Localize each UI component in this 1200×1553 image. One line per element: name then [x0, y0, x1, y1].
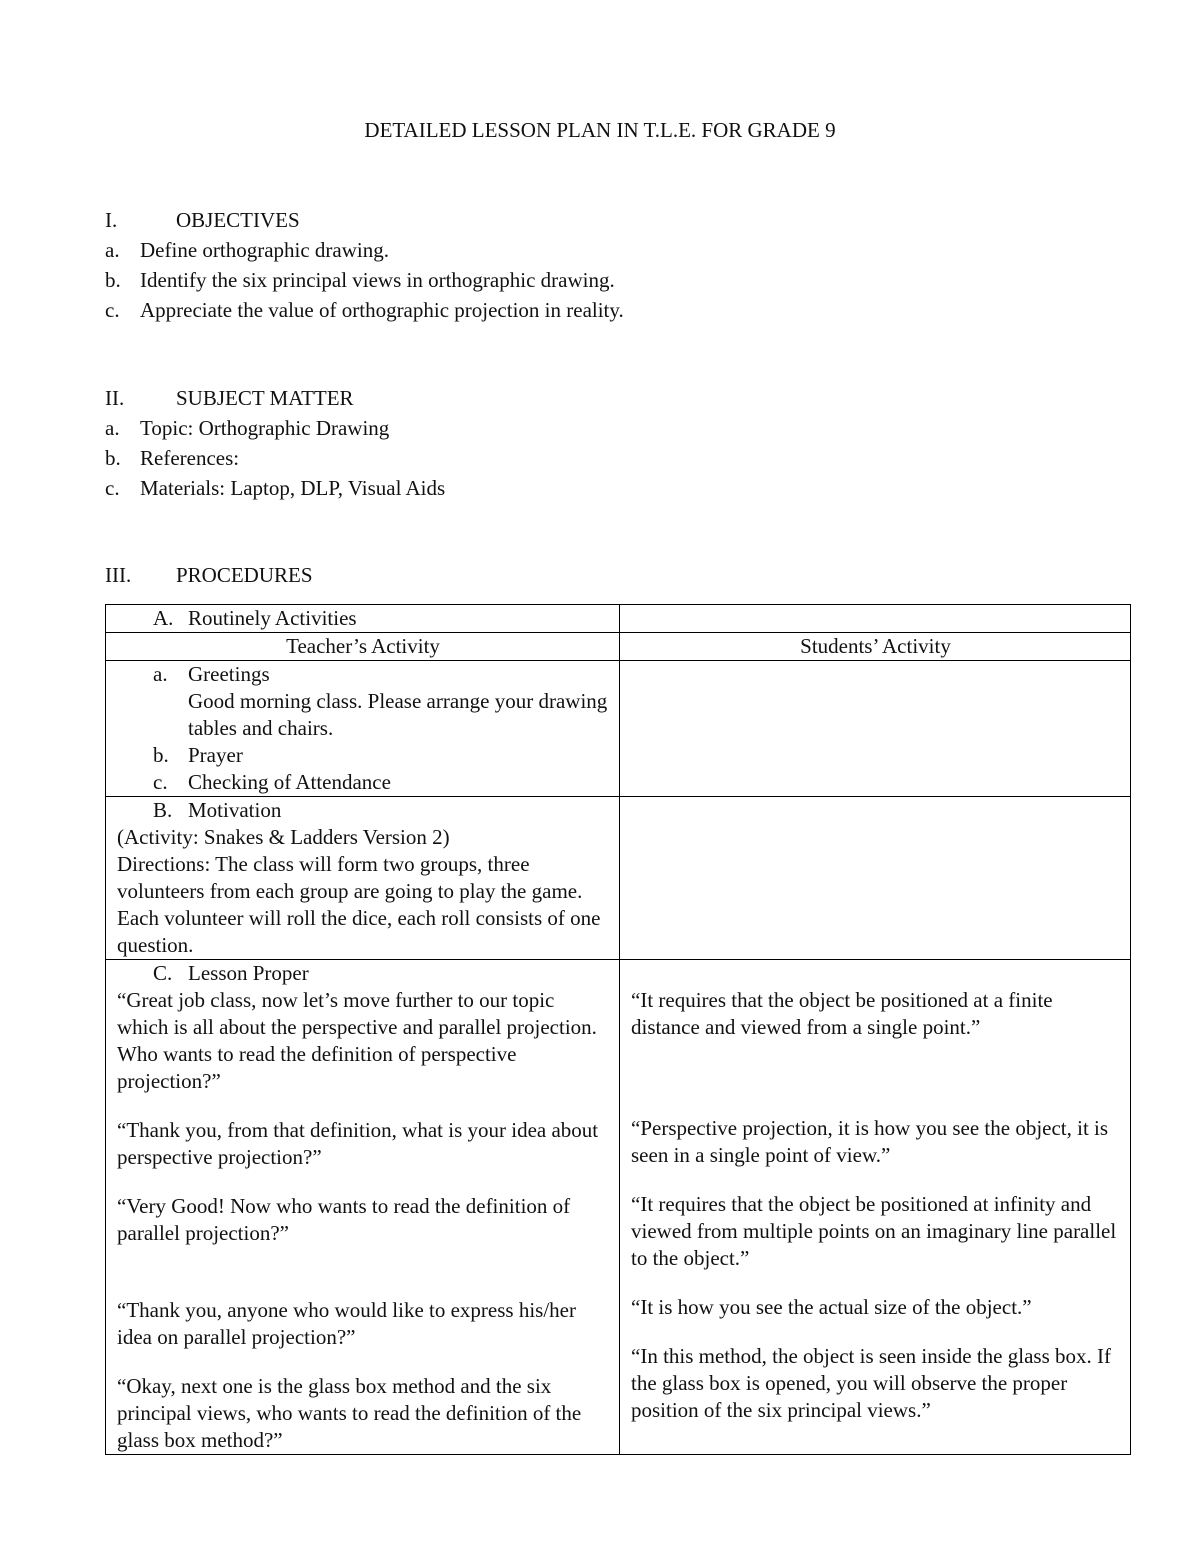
table-header-row: [106, 633, 1131, 661]
objectives-heading: [105, 205, 1105, 235]
teacher-line: “Thank you, from that definition, what is your idea about perspective projection?”: [117, 1118, 599, 1169]
item-text: Prayer: [188, 743, 243, 767]
sub-letter: C.: [153, 961, 173, 985]
student-column-header: Students’ Activity: [620, 633, 1131, 661]
procedures-table: [105, 604, 1131, 1455]
list-item: [105, 235, 1105, 265]
student-line: “It is how you see the actual size of the object.”: [631, 1295, 1032, 1319]
sub-letter: B.: [153, 798, 173, 822]
student-line: “In this method, the object is seen inside the glass box. If the glass box is opened, you will observe the proper position of the six principal views.”: [631, 1344, 1111, 1422]
item-text: Checking of Attendance: [188, 770, 391, 794]
subject-matter-heading: [105, 383, 1105, 413]
list-item: [117, 661, 609, 688]
sub-title: Motivation: [188, 798, 282, 822]
page-title: DETAILED LESSON PLAN IN T.L.E. FOR GRADE 9: [364, 118, 836, 142]
list-item: [117, 769, 609, 796]
student-line: “It requires that the object be positioned at a finite distance and viewed from a single point.”: [631, 988, 1053, 1039]
sub-title: Routinely Activities: [188, 606, 357, 630]
table-row: [106, 661, 1131, 797]
teacher-line: “Great job class, now let’s move further to our topic which is all about the perspective and parallel projection. Who wants to read the definition of perspective projection?”: [117, 988, 597, 1093]
item-letter: b.: [105, 446, 121, 470]
item-text: Appreciate the value of orthographic projection in reality.: [140, 298, 624, 322]
item-letter: b.: [153, 743, 169, 767]
item-text: Identify the six principal views in orthographic drawing.: [140, 268, 615, 292]
table-row: [106, 960, 1131, 1455]
sub-title: Lesson Proper: [188, 961, 309, 985]
item-letter: a.: [153, 662, 168, 686]
item-text: Materials: Laptop, DLP, Visual Aids: [140, 476, 446, 500]
lesson-proper-heading: [117, 960, 609, 987]
table-cell: [106, 605, 620, 633]
item-letter: b.: [105, 268, 121, 292]
item-text: Greetings: [188, 662, 270, 686]
item-text: Define orthographic drawing.: [140, 238, 389, 262]
student-line: “Perspective projection, it is how you see the object, it is seen in a single point of view.”: [631, 1116, 1109, 1167]
objectives-section: [105, 205, 1105, 325]
table-cell: [106, 661, 620, 797]
item-letter: c.: [105, 298, 120, 322]
list-item: [105, 265, 1105, 295]
teacher-line: “Okay, next one is the glass box method and the six principal views, who wants to read the definition of the glass box method?”: [117, 1374, 582, 1452]
table-cell: [106, 797, 620, 960]
routine-heading: [117, 605, 609, 632]
table-row: [106, 605, 1131, 633]
item-letter: a.: [105, 416, 120, 440]
procedures-heading: [105, 560, 1105, 590]
section-title: PROCEDURES: [176, 563, 313, 587]
sub-letter: A.: [153, 606, 174, 630]
list-item: [105, 413, 1105, 443]
section-number: II.: [105, 386, 125, 410]
section-number: I.: [105, 208, 118, 232]
section-title: SUBJECT MATTER: [176, 386, 354, 410]
list-item: [105, 295, 1105, 325]
table-cell: [620, 661, 1131, 797]
table-cell: [620, 960, 1131, 1455]
list-item: [105, 473, 1105, 503]
table-cell: [106, 960, 620, 1455]
section-number: III.: [105, 563, 132, 587]
teacher-line: “Thank you, anyone who would like to express his/her idea on parallel projection?”: [117, 1298, 576, 1349]
procedures-section: [105, 560, 1105, 590]
item-text: Topic: Orthographic Drawing: [140, 416, 390, 440]
table-cell: [620, 797, 1131, 960]
subject-matter-section: [105, 383, 1105, 503]
item-letter: a.: [105, 238, 120, 262]
student-line: “It requires that the object be positioned at infinity and viewed from multiple points on an imaginary line parallel to the object.”: [631, 1192, 1117, 1270]
teacher-column-header: Teacher’s Activity: [106, 633, 620, 661]
table-cell: [620, 605, 1131, 633]
item-letter: c.: [105, 476, 120, 500]
greeting-text: Good morning class. Please arrange your drawing tables and chairs.: [188, 689, 608, 740]
motivation-activity: (Activity: Snakes & Ladders Version 2): [117, 825, 450, 849]
teacher-line: “Very Good! Now who wants to read the definition of parallel projection?”: [117, 1194, 571, 1245]
motivation-heading: [117, 797, 609, 824]
item-letter: c.: [153, 770, 168, 794]
list-item: [105, 443, 1105, 473]
item-text: References:: [140, 446, 240, 470]
table-row: [106, 797, 1131, 960]
section-title: OBJECTIVES: [176, 208, 300, 232]
list-item: [117, 742, 609, 769]
motivation-directions: Directions: The class will form two groups, three volunteers from each group are going to play the game. Each volunteer will roll the dice, each roll consists of one question.: [117, 852, 601, 957]
